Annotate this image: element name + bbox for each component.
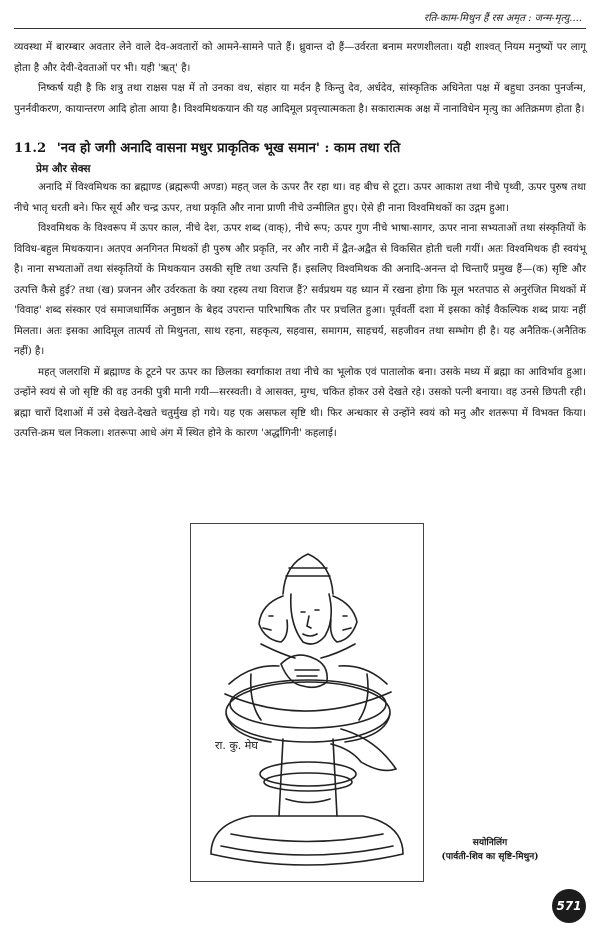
caption-subtitle: (पार्वती-शिव का सृष्टि-मिथुन) [441, 852, 539, 862]
page-content [14, 38, 586, 445]
figure-caption [430, 836, 550, 864]
caption-title: सयोनिलिंग [472, 838, 508, 848]
paragraph: विश्वमिथक के विश्वरूप में ऊपर काल, नीचे देश, ऊपर शब्द (वाक्), नीचे रूप; ऊपर गुण नीचे भाषा-सागर, ऊपर नाना सभ्यताओं तथा संस्कृतियों के विविध-बहुल मिथकयान। अतएव अनगिनत मिथकों ही पुरुष और प्रकृति, नर और नारी में द्वैत-अद्वैत से विकसित होती चली गयीं। अतः विश्वमिथक ही स्वयंभू है। नाना सभ्यताओं तथा संस्कृतियों के मिथकयान उसकी सृष्टि तथा उत्पत्ति हैं। इसलिए विश्वमिथक की अनादि-अनन्त दो चिन्ताएँ प्रमुख हैं—(क) सृष्टि और उत्पत्ति कैसे हुई? तथा (ख) प्रजनन और उर्वरकता के क्या रहस्य तथा विराज हैं? सर्वप्रथम यह ध्यान में रखना होगा कि मूल भरतपाठ से अनुरंजित मिथकों में 'विवाह' शब्द संस्कार एवं समाजधार्मिक अनुष्ठान के बेहद उपरान्त पारिभाषिक तौर पर प्रचलित हुआ। पूर्ववर्ती दशा में इसका कोई वैकल्पिक शब्द प्रायः नहीं मिलता। अतः इसका आदिमूल तात्पर्य तो मिथुनता, साथ रहना, सहकृत्य, सहवास, समागम, साहचर्य, सहजीवन तथा सम्भोग ही है। यह अनैतिक-(अनैतिक नहीं) है। [14, 223, 586, 357]
header-rule [14, 28, 586, 29]
lingam-sketch [191, 524, 423, 881]
artist-signature: रा. कु. मेघ [215, 739, 258, 752]
paragraph: महत् जलराशि में ब्रह्माण्ड के टूटने पर ऊपर का छिलका स्वर्गाकाश तथा नीचे का भूलोक एवं पातालोक बना। उसके मध्य में ब्रह्मा का आविर्भाव हुआ। उन्होंने स्वयं से जो सृष्टि की वह उनकी पुत्री मानी गयी—सरस्वती। वे आसक्त, मुग्ध, चकित होकर उसे देखते रहे। उसको पत्नी बनाया। वह उनसे छिपती रही। ब्रह्मा चारों दिशाओं में उसे देखते-देखते चतुर्मुख हो गये। यह एक असफल सृष्टि थी। फिर अन्धकार से उन्होंने स्वयं को मनु और शतरूपा में विभक्त किया। उत्पत्ति-क्रम चल निकला। शतरूपा आधे अंग में स्थित होने के कारण 'अर्द्धांगिनी' कहलाई। [14, 366, 586, 439]
figure-illustration [190, 523, 424, 882]
paragraph: व्यवस्था में बारम्बार अवतार लेने वाले देव-अवतारों को आमने-सामने पाते हैं। ध्रुवान्त दो हैं—उर्वरता बनाम मरणशीलता। यही शाश्वत् नियम मनुष्यों पर लागू होता है और देवी-देवताओं पर भी। यही 'ऋत्' है। [14, 42, 586, 74]
paragraph: अनादि में विश्वमिथक का ब्रह्माण्ड (ब्रह्मरूपी अण्डा) महत् जल के ऊपर तैर रहा था। वह बीच से टूटा। ऊपर आकाश तथा नीचे पृथ्वी, ऊपर पुरुष तथा नीचे भातृ धरती बने। फिर सूर्य और चन्द्र ऊपर, तथा प्रकृति और नाना प्राणी नीचे उन्मीलित हुए। ऐसे ही नाना विश्वमिथकों का उद्गम हुआ। [14, 182, 586, 214]
subheading: प्रेम और सेक्स [36, 163, 91, 175]
section-number: 11.2 [14, 141, 47, 156]
page-number: 571 [552, 889, 586, 923]
running-head: रति-काम-मिथुन हैं रस अमृत : जन्म-मृत्यु.... [424, 13, 582, 24]
paragraph: निष्कर्ष यही है कि शत्रु तथा राक्षस पक्ष में तो उनका वध, संहार या मर्दन है किन्तु देव, अर्धदेव, सांस्कृतिक अधिनेता पक्ष में बहुधा उनका पुनर्जन्म, पुनर्नवीकरण, कायान्तरण आदि होता आया है। विश्वमिथकयान की यह आदिमूल प्रवृत्त्यात्मकता है। सकारात्मक अक्ष में नानाविधेन मृत्यु का अतिक्रमण होता है। [14, 83, 586, 115]
section-heading [14, 138, 586, 160]
section-title: 'नव हो जगी अनादि वासना मधुर प्राकृतिक भूख समान' : काम तथा रति [56, 141, 401, 156]
